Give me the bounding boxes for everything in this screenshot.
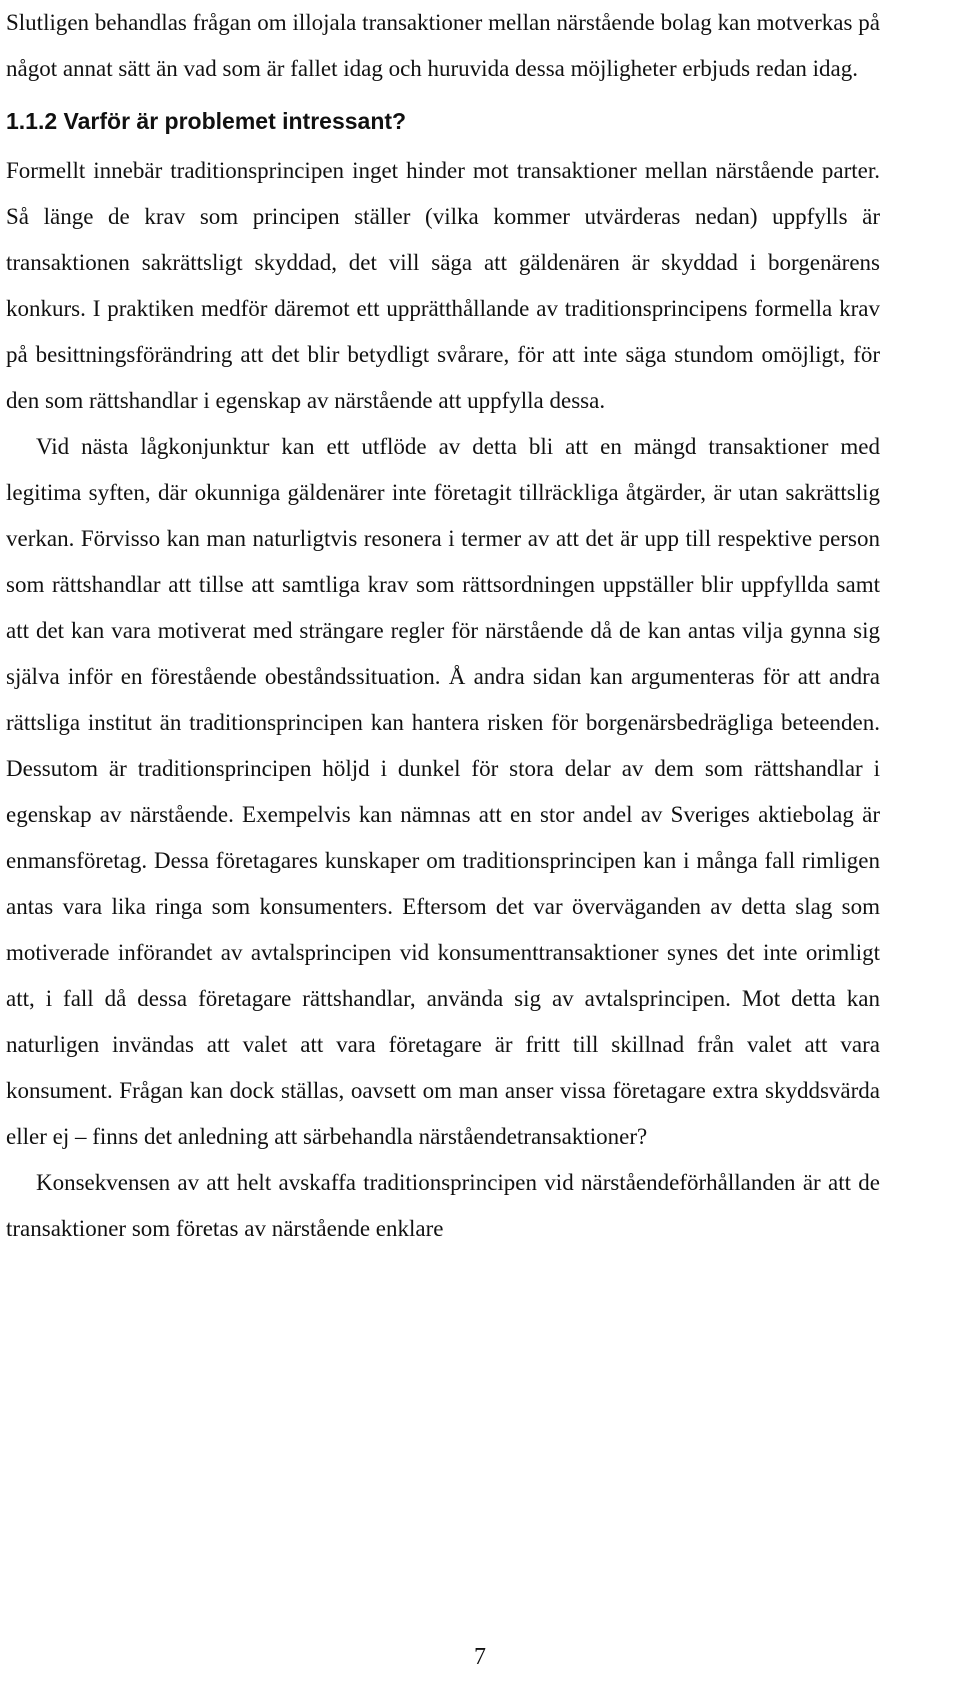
body-paragraph-2: Vid nästa lågkonjunktur kan ett utflöde av detta bli att en mängd transaktioner med legitima syften, där okunniga gäldenärer inte företagit tillräckliga åtgärder, är utan sakrättslig verkan. Förvisso kan man naturligtvis resonera i termer av att det är upp till respektive person som rättshandlar att tillse att samtliga krav som rättsordningen uppställer blir uppfyllda samt att det kan vara motiverat med strängare regler för närstående då de kan antas vilja gynna sig själva inför en förestående obeståndssituation. Å andra sidan kan argumenteras för att andra rättsliga institut än traditionsprincipen kan hantera risken för borgenärsbedrägliga beteenden. Dessutom är traditionsprincipen höljd i dunkel för stora delar av dem som rättshandlar i egenskap av närstående. Exempelvis kan nämnas att en stor andel av Sveriges aktiebolag är enmansföretag. Dessa företagares kunskaper om traditionsprincipen kan i många fall rimligen antas vara lika ringa som konsumenters. Eftersom det var överväganden av detta slag som motiverade införandet av avtalsprincipen vid konsumenttransaktioner synes det inte orimligt att, i fall då dessa företagare rättshandlar, använda sig av avtalsprincipen. Mot detta kan naturligen invändas att valet att vara företagare är fritt till skillnad från valet att vara konsument. Frågan kan dock ställas, oavsett om man anser vissa företagare extra skyddsvärda eller ej – finns det anledning att särbehandla närståendetransaktioner?	[6, 434, 880, 1149]
section-heading: 1.1.2 Varför är problemet intressant?	[6, 108, 407, 134]
body-paragraph-3: Konsekvensen av att helt avskaffa traditionsprincipen vid närståendeförhållanden är att de transaktioner som företas av närstående enklare	[6, 1170, 880, 1241]
body-paragraph-1: Formellt innebär traditionsprincipen inget hinder mot transaktioner mellan närstående parter. Så länge de krav som principen ställer (vilka kommer utvärderas nedan) uppfylls är transaktionen sakrättsligt skyddad, det vill säga att gäldenären är skyddad i borgenärens konkurs. I praktiken medför däremot ett upprätthållande av traditionsprincipens formella krav på besittningsförändring att det blir betydligt svårare, för att inte säga stundom omöjligt, för den som rättshandlar i egenskap av närstående att uppfylla dessa.	[6, 158, 880, 413]
document-page	[6, 0, 880, 1252]
page-number: 7	[474, 1644, 486, 1670]
intro-paragraph: Slutligen behandlas frågan om illojala transaktioner mellan närstående bolag kan motverkas på något annat sätt än vad som är fallet idag och huruvida dessa möjligheter erbjuds redan idag.	[6, 10, 880, 81]
